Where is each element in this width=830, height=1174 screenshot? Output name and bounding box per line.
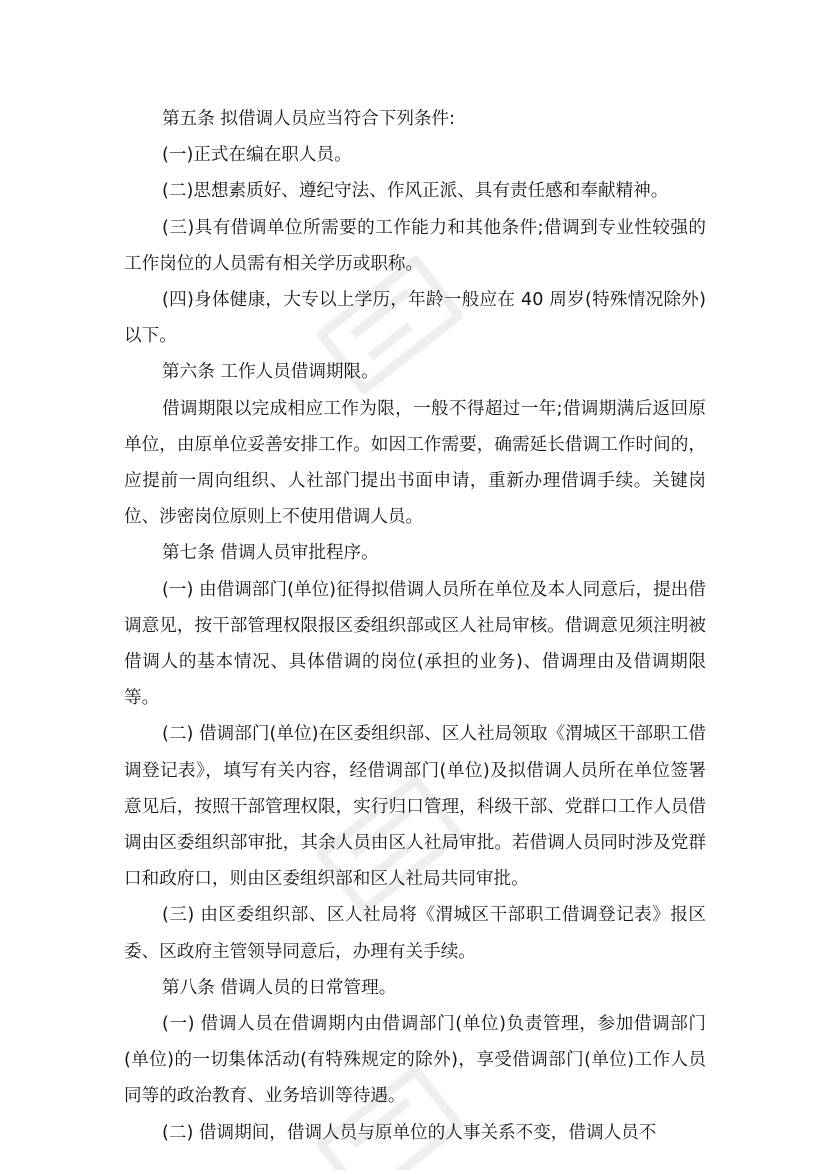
paragraph-condition-3: (三)具有借调单位所需要的工作能力和其他条件;借调到专业性较强的工作岗位的人员需有相关学历或职称。 <box>124 217 706 274</box>
paragraph-condition-2: (二)思想素质好、遵纪守法、作风正派、具有责任感和奉献精神。 <box>162 181 669 202</box>
paragraph-article-8: 第八条 借调人员的日常管理。 <box>162 977 397 998</box>
paragraph-approval-3: (三) 由区委组织部、区人社局将《渭城区干部职工借调登记表》报区委、区政府主管领导同意后，办理有关手续。 <box>124 905 706 962</box>
paragraph-approval-2: (二) 借调部门(单位)在区委组织部、区人社局领取《渭城区干部职工借调登记表》，填写有关内容，经借调部门(单位)及拟借调人员所在单位签署意见后，按照干部管理权限，实行归口管理，科级干部、党群口工作人员借调由区委组织部审批，其余人员由区人社局审批。若借调人员同时涉及党群口和政府口，则由区委组织部和区人社局共同审批。 <box>124 724 706 890</box>
paragraph-management-1: (一) 借调人员在借调期内由借调部门(单位)负责管理，参加借调部门(单位)的一切集体活动(有特殊规定的除外)，享受借调部门(单位)工作人员同等的政治教育、业务培训等待遇。 <box>124 1014 706 1107</box>
paragraph-approval-1: (一) 由借调部门(单位)征得拟借调人员所在单位及本人同意后，提出借调意见，按干部管理权限报区委组织部或区人社局审核。借调意见须注明被借调人的基本情况、具体借调的岗位(承担的业务)、借调理由及借调期限等。 <box>124 579 706 709</box>
paragraph-condition-1: (一)正式在编在职人员。 <box>162 145 352 166</box>
paragraph-condition-4: (四)身体健康，大专以上学历，年龄一般应在 40 周岁(特殊情况除外)以下。 <box>124 290 706 347</box>
paragraph-article-6: 第六条 工作人员借调期限。 <box>162 362 379 383</box>
paragraph-article-7: 第七条 借调人员审批程序。 <box>162 543 379 564</box>
paragraph-article-5: 第五条 拟借调人员应当符合下列条件: <box>162 109 456 129</box>
paragraph-management-2: (二) 借调期间，借调人员与原单位的人事关系不变，借调人员不 <box>162 1122 657 1143</box>
document-body <box>124 101 706 1151</box>
paragraph-term-details: 借调期限以完成相应工作为限，一般不得超过一年;借调期满后返回原单位，由原单位妥善安排工作。如因工作需要，确需延长借调工作时间的，应提前一周向组织、人社部门提出书面申请，重新办理借调手续。关键岗位、涉密岗位原则上不使用借调人员。 <box>124 398 706 528</box>
